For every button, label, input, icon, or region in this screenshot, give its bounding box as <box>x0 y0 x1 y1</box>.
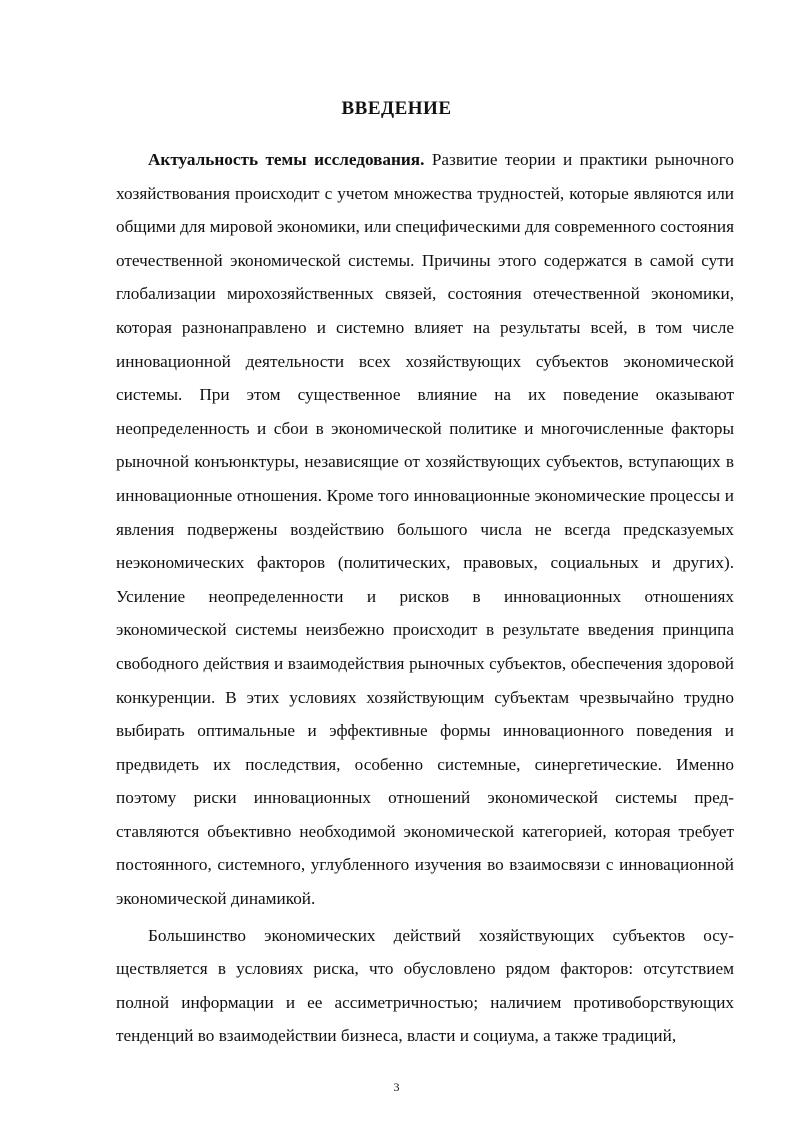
paragraph-lead: Актуальность темы исследования. <box>148 150 425 169</box>
page-number: 3 <box>393 1080 400 1094</box>
body-text <box>116 143 734 1053</box>
paragraph-text: Большинство экономических действий хозяйствующих субъектов осуществляется в условиях риска, что обусловлено рядом факторов: отсутствием полной информации и ее ассиметричностью; наличием противоборствующих тенденций во взаимодействии бизнеса, власти и социума, а также традиций, <box>116 925 734 1046</box>
page-title: ВВЕДЕНИЕ <box>341 98 452 119</box>
paragraph-text: Развитие теории и практики рыночного хозяйствования происходит с учетом множества трудностей, которые являются или общими для мировой экономики, или специфическими для современного состояния отечественной экономической системы. Причины этого содержатся в самой сути глобализации мирохозяйственных связей, состояния отечественной экономики, которая разнонаправлено и системно влияет на результаты всей, в том числе инновационной деятельности всех хозяйствующих субъектов экономической системы. При этом существенное влияние на их поведение оказывают неопределенность и сбои в экономической политике и многочисленные факторы рыночной конъюнктуры, независящие от хозяйствующих субъектов, вступающих в инновационные отношения. Кроме того инновационные экономические процессы и явления подвержены воздействию большого числа не всегда предсказуемых неэкономических факторов (политических, правовых, социальных и других). Усиление неопределенности и рисков в инновационных отношениях экономической системы неизбежно происходит в результате введения принципа свободного действия и взаимодействия рыночных субъектов, обеспечения здоровой конкуренции. В этих условиях хозяйствующим субъектам чрезвычайно трудно выбирать оптимальные и эффективные формы инновационного поведения и предвидеть их последствия, особенно системные, синергетические. Именно поэтому риски инновационных отношений экономической системы представляются объективно необходимой экономической категорией, которая требует постоянного, системного, углубленного изучения во взаимосвязи с инновационной экономической динамикой. <box>116 150 734 909</box>
paragraph-risk-conditions <box>116 919 734 1053</box>
paragraph-relevance <box>116 143 734 916</box>
